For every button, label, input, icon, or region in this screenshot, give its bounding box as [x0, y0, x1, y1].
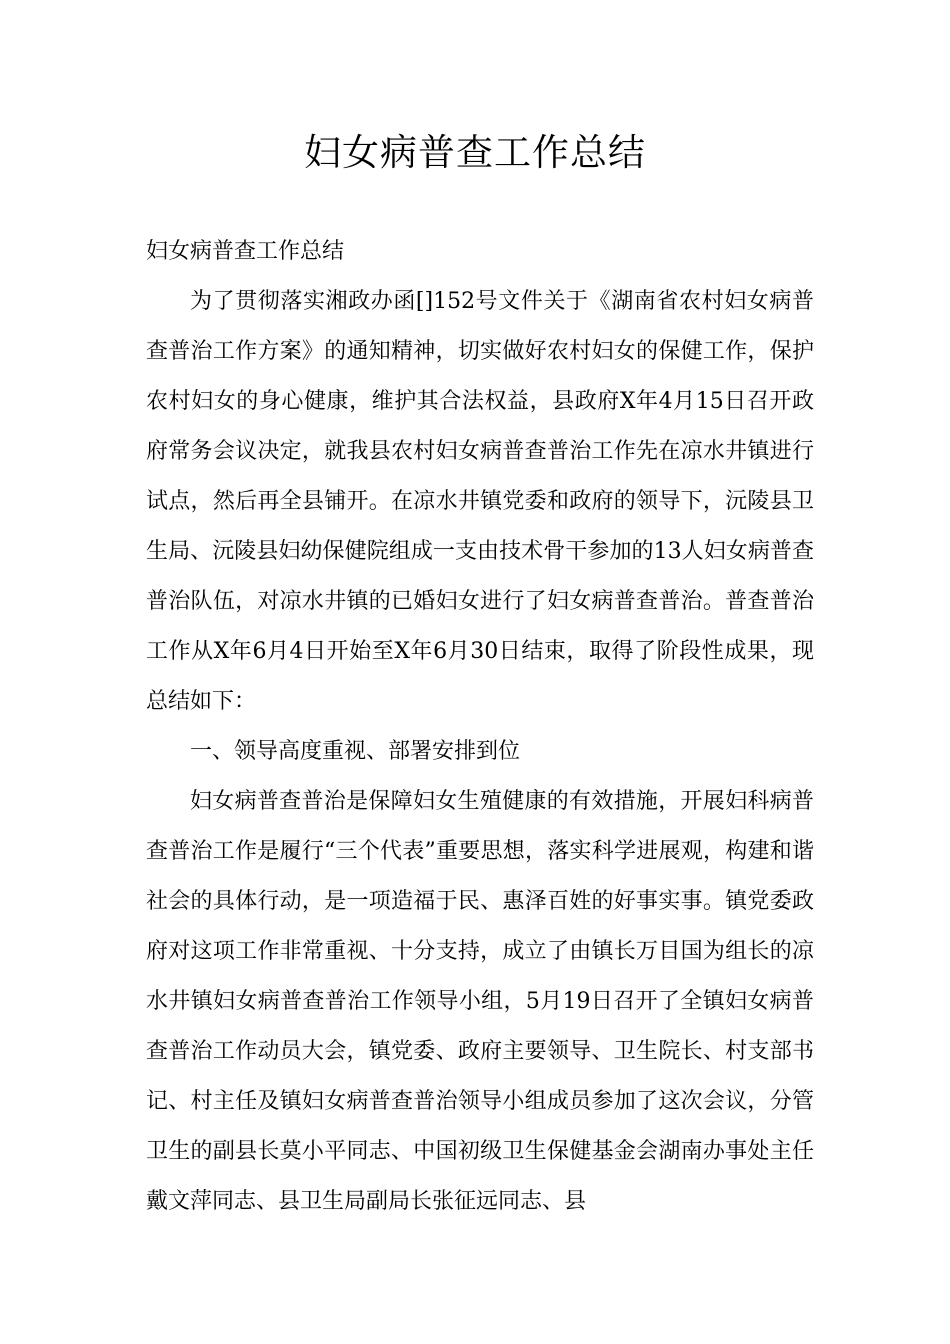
document-subtitle: 妇女病普查工作总结 — [146, 239, 345, 264]
section-heading-1: 一、领导高度重视、部署安排到位 — [190, 739, 521, 764]
document-title: 妇女病普查工作总结 — [304, 131, 646, 174]
paragraph-section-1: 妇女病普查普治是保障妇女生殖健康的有效措施，开展妇科病普查普治工作是履行“三个代表”重要思想，落实科学进展观，构建和谐社会的具体行动，是一项造福于民、惠泽百姓的好事实事。镇党委政府对这项工作非常重视、十分支持，成立了由镇长万目国为组长的凉水井镇妇女病普查普治工作领导小组，5月19日召开了全镇妇女病普查普治工作动员大会，镇党委、政府主要领导、卫生院长、村支部书记、村主任及镇妇女病普查普治领导小组成员参加了这次会议，分管卫生的副县长莫小平同志、中国初级卫生保健基金会湖南办事处主任戴文萍同志、县卫生局副局长张征远同志、县 — [146, 789, 814, 1214]
paragraph-intro: 为了贯彻落实湘政办函[]152号文件关于《湖南省农村妇女病普查普治工作方案》的通知精神，切实做好农村妇女的保健工作，保护农村妇女的身心健康，维护其合法权益，县政府X年4月15日召开政府常务会议决定，就我县农村妇女病普查普治工作先在凉水井镇进行试点，然后再全县铺开。在凉水井镇党委和政府的领导下，沅陵县卫生局、沅陵县妇幼保健院组成一支由技术骨干参加的13人妇女病普查普治队伍，对凉水井镇的已婚妇女进行了妇女病普查普治。普查普治工作从X年6月4日开始至X年6月30日结束，取得了阶段性成果，现总结如下： — [146, 289, 814, 714]
document-body — [146, 227, 814, 1227]
